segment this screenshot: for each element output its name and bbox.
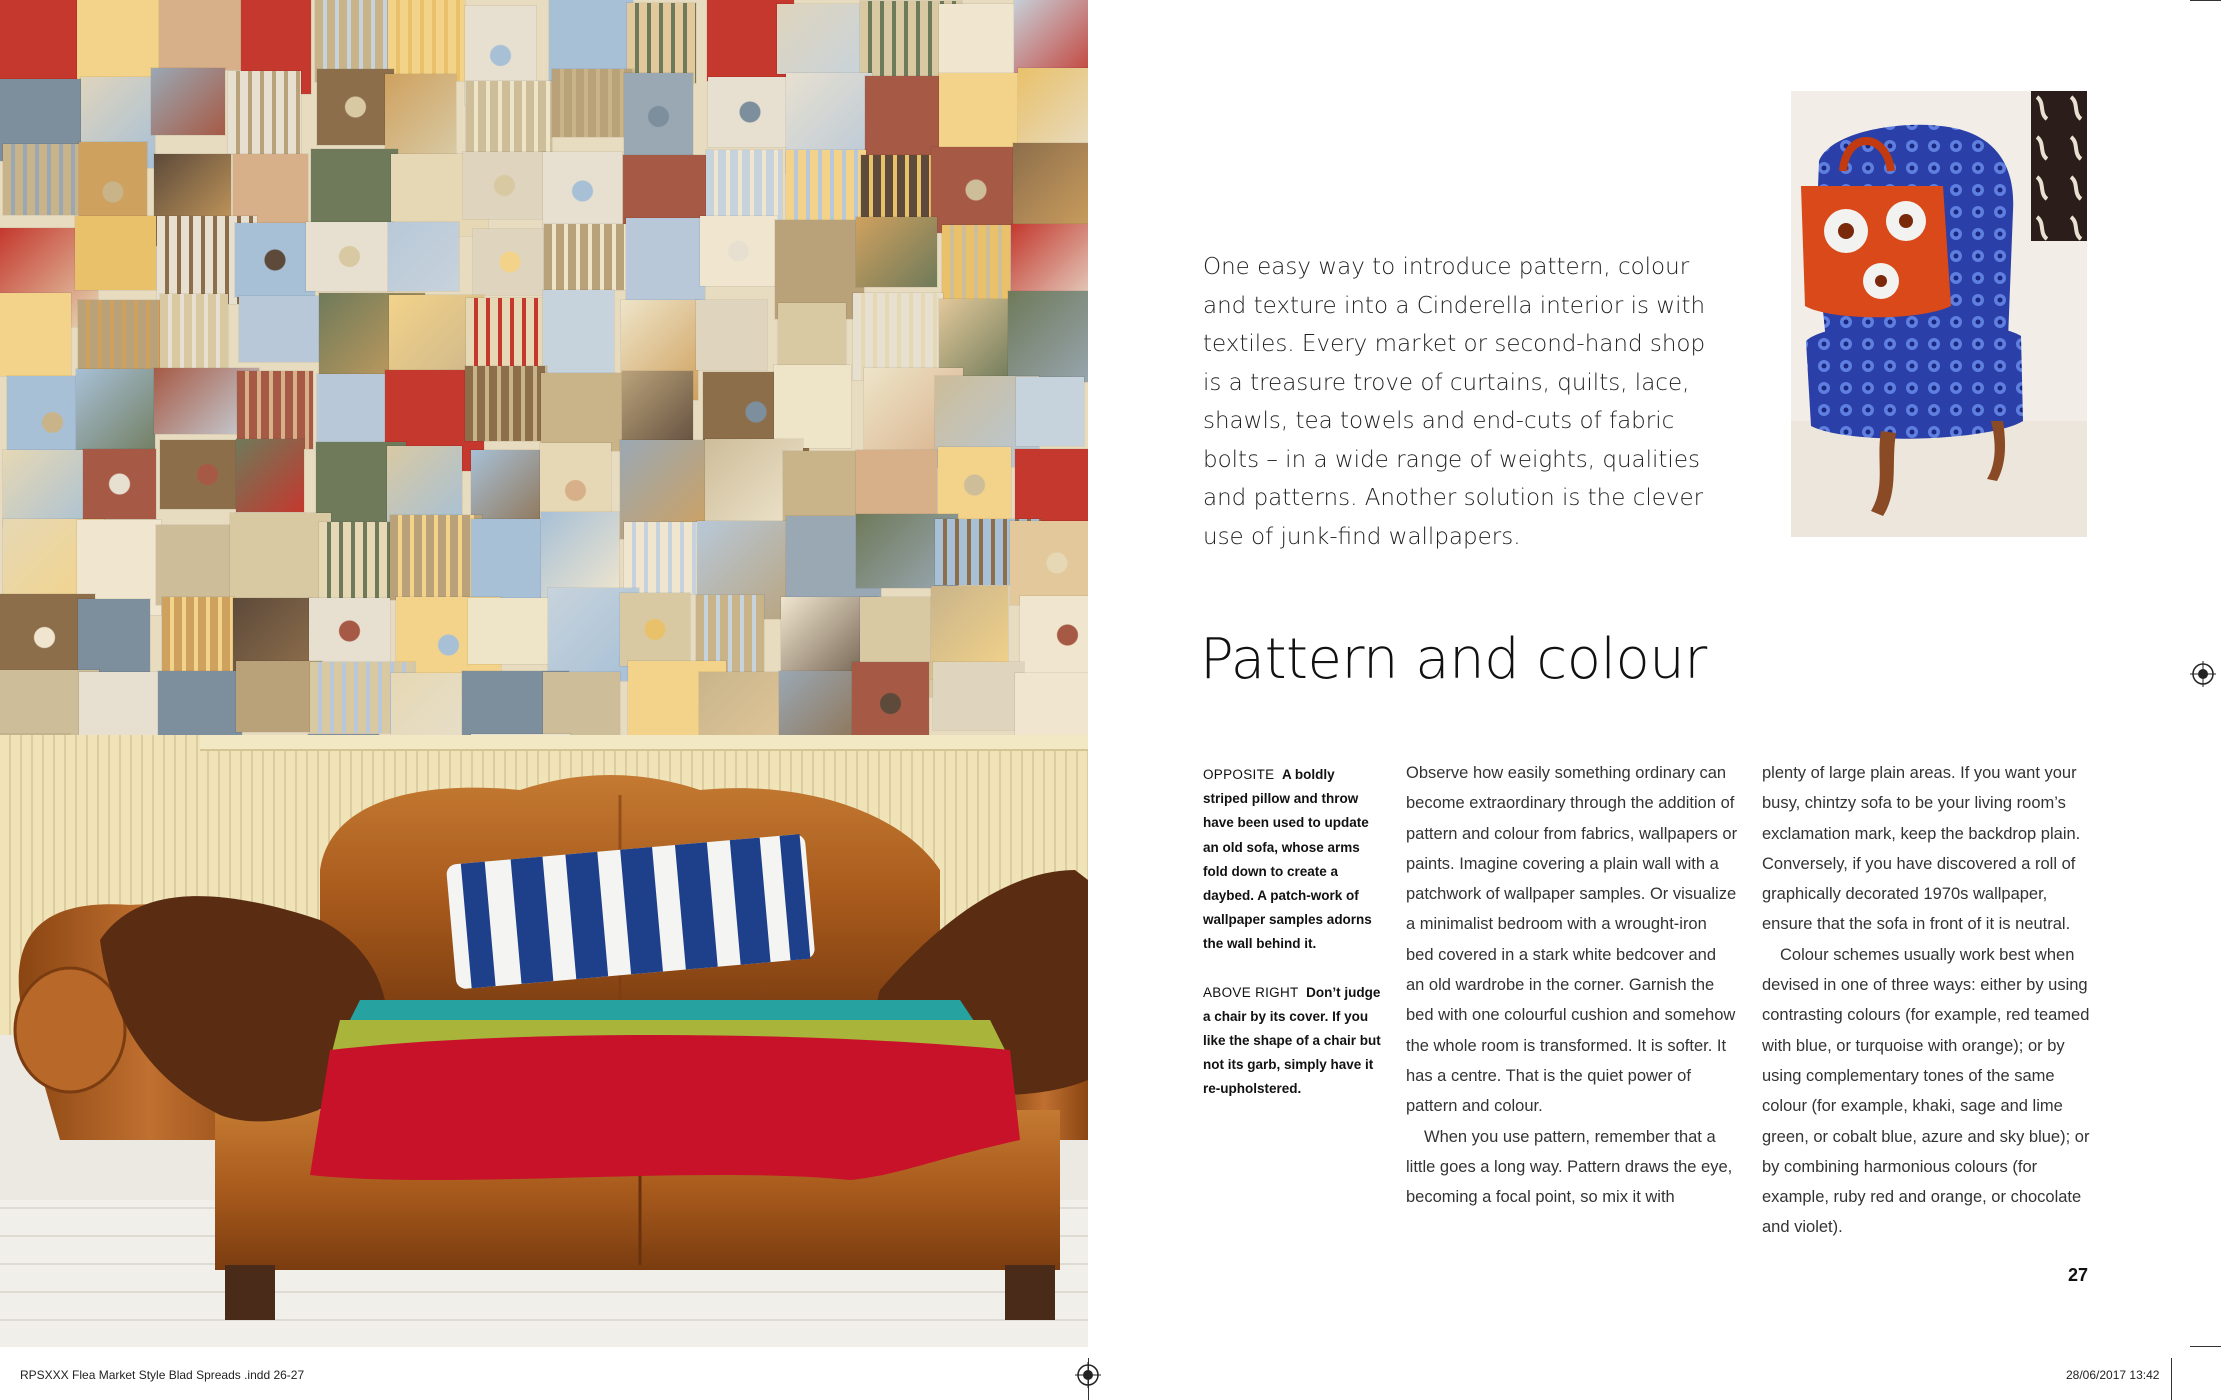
registration-mark-icon xyxy=(1075,1362,1101,1388)
caption-text: A boldly striped pillow and throw have been used to update an old sofa, whose arms fold down to create a daybed. A patch-work of wallpaper samples adorns the wall behind it. xyxy=(1203,767,1372,952)
caption-text: Don’t judge a chair by its cover. If you like the shape of a chair but not its garb, simply have it re-upholstered. xyxy=(1203,984,1381,1097)
crop-mark xyxy=(2171,1358,2172,1400)
intro-line: and texture into a Cinderella interior is with xyxy=(1203,292,1706,319)
caption-above-right xyxy=(1203,981,1381,1102)
body-paragraph: Observe how easily something ordinary can become extraordinary through the addition of pattern and colour from fabrics, wallpapers or paints. Imagine covering a plain wall with a patchwork of wallpaper samples. Or visualize a minimalist bedroom with a wrought-iron bed covered in a stark white bedcover and an old wardrobe in the corner. Garnish the bed with one colourful cushion and somehow the whole room is transformed. It is softer. It has a centre. That is the quiet power of pattern and colour. xyxy=(1406,764,1738,1116)
intro-line: is a treasure trove of curtains, quilts, lace, xyxy=(1203,369,1690,396)
caption-label: ABOVE RIGHT xyxy=(1203,984,1299,1000)
body-paragraph: When you use pattern, remember that a little goes a long way. Pattern draws the eye, becoming a focal point, so mix it with xyxy=(1406,1127,1733,1207)
intro-line: and patterns. Another solution is the clever xyxy=(1203,485,1704,511)
body-column-2 xyxy=(1762,758,2098,1243)
section-heading: Pattern and colour xyxy=(1200,627,1707,692)
intro-line: use of junk-find wallpapers. xyxy=(1203,523,1521,550)
intro-line: shawls, tea towels and end-cuts of fabric xyxy=(1203,408,1675,434)
intro-line: bolts – in a wide range of weights, qualities xyxy=(1203,446,1700,473)
intro-line: textiles. Every market or second-hand shop xyxy=(1203,331,1706,357)
caption-opposite xyxy=(1203,763,1381,957)
leather-sofa xyxy=(0,0,1088,1347)
intro-line: One easy way to introduce pattern, colour xyxy=(1203,254,1690,280)
blue-chair-illustration xyxy=(1791,91,2087,537)
slug-date: 28/06/2017 13:42 xyxy=(2066,1368,2160,1382)
captions xyxy=(1203,763,1381,1126)
slug-filename: RPSXXX Flea Market Style Blad Spreads .indd 26-27 xyxy=(20,1368,305,1382)
body-paragraph: Colour schemes usually work best when devised in one of three ways: either by using contrasting colours (for example, red teamed with blue, or turquoise with orange); or by using complementary tones of the same colour (for example, khaki, sage and lime green, or cobalt blue, azure and sky blue); or by combining harmonious colours (for example, ruby red and orange, or chocolate and violet). xyxy=(1762,945,2090,1237)
crop-mark xyxy=(2190,0,2221,1)
body-column-1 xyxy=(1406,758,1738,1212)
page-number: 27 xyxy=(2068,1265,2089,1285)
sofa-patchwork-photo xyxy=(0,0,1088,1347)
caption-label: OPPOSITE xyxy=(1203,767,1275,782)
blue-chair-photo xyxy=(1791,91,2087,537)
registration-mark-icon xyxy=(2190,661,2216,687)
crop-mark xyxy=(2190,1346,2221,1347)
body-paragraph: plenty of large plain areas. If you want your busy, chintzy sofa to be your living room’s exclamation mark, keep the backdrop plain. Conversely, if you have discovered a roll of graphically decorated 1970s wallpaper, ensure that the sofa in front of it is neutral. xyxy=(1762,764,2081,934)
intro-paragraph xyxy=(1203,248,1733,556)
